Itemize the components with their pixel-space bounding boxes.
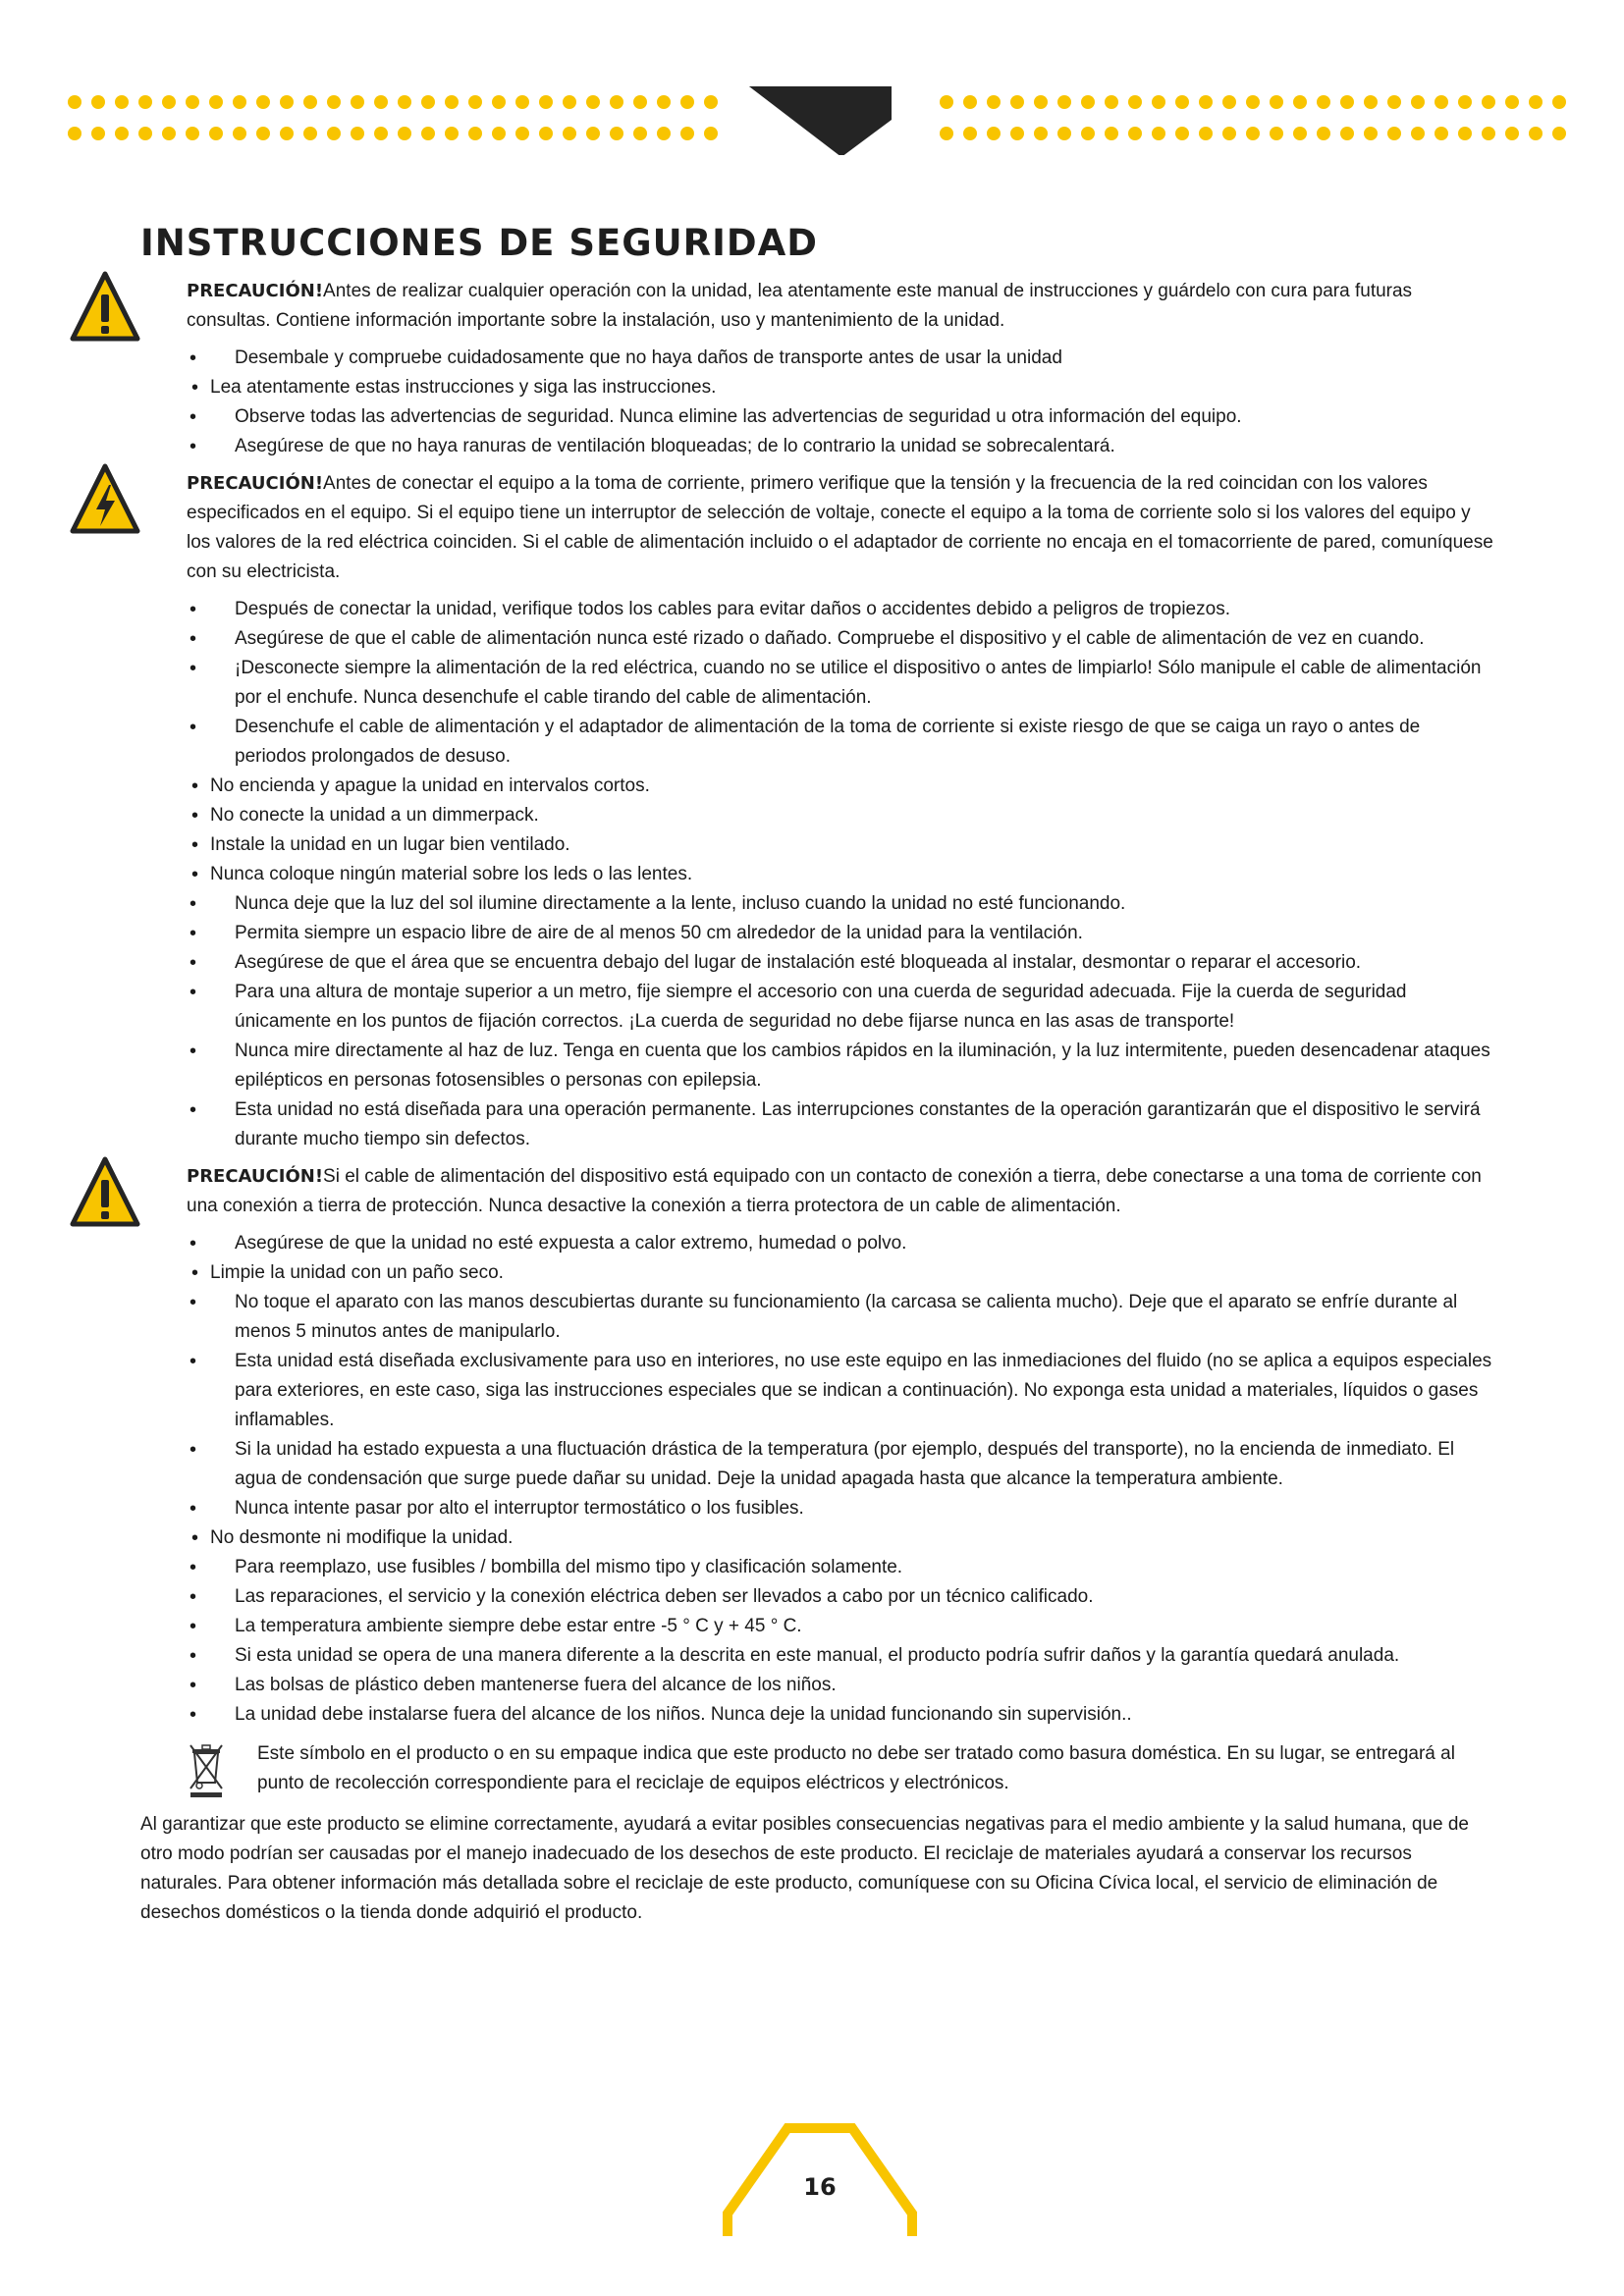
header-dot	[492, 95, 506, 109]
header-dot	[303, 95, 317, 109]
header-dot	[1175, 95, 1189, 109]
header-dot	[1505, 127, 1519, 140]
header-dot	[657, 127, 671, 140]
header-dot	[186, 127, 199, 140]
header-dot	[1128, 95, 1142, 109]
header-dot	[1105, 127, 1118, 140]
header-dot	[1435, 95, 1448, 109]
header-dot	[1435, 127, 1448, 140]
header-dot	[374, 127, 388, 140]
list-item: • Nunca intente pasar por alto el interruptor termostático o los fusibles.	[140, 1494, 1495, 1523]
warning-exclamation-icon	[70, 1156, 140, 1229]
list-item: • ¡Desconecte siempre la alimentación de la red eléctrica, cuando no se utilice el dispositivo o antes de limpiarlo! Sólo manipule el cable de alimentación por el enchufe. Nunca desenchufe el cable tirando del cable de alimentación.	[140, 654, 1495, 713]
header-dot	[940, 95, 953, 109]
header-dot	[963, 95, 977, 109]
header-dot	[1034, 95, 1048, 109]
header-dot	[1482, 127, 1495, 140]
caution-text: Antes de realizar cualquier operación con la unidad, lea atentamente este manual de instrucciones y guárdelo con cura para futuras consultas. Contiene información importante sobre la instalación, uso y mantenimiento de la unidad.	[187, 281, 1413, 331]
header-dot	[610, 95, 623, 109]
caution-label: PRECAUCIÓN!	[187, 1166, 324, 1187]
list-item: • No encienda y apague la unidad en intervalos cortos.	[140, 772, 1495, 801]
header-dot	[940, 127, 953, 140]
list-item: • Nunca mire directamente al haz de luz. Tenga en cuenta que los cambios rápidos en la iluminación, y la luz intermitente, pueden desencadenar ataques epilépticos en personas fotosensibles o personas con epilepsia.	[140, 1037, 1495, 1095]
list-item: • Esta unidad está diseñada exclusivamente para uso en interiores, no use este equipo en las inmediaciones del fluido (no se aplica a equipos especiales para exteriores, en este caso, siga las instrucciones especiales que se indican a continuación). No exponga esta unidad a materiales, líquidos o gases inflamables.	[140, 1347, 1495, 1435]
header-dot	[445, 127, 459, 140]
safety-content	[140, 277, 1495, 1928]
header-dot	[209, 127, 223, 140]
header-dot	[586, 127, 600, 140]
header-dot	[1364, 127, 1378, 140]
header-dot	[586, 95, 600, 109]
header-dot	[704, 95, 718, 109]
header-dot	[1529, 95, 1543, 109]
list-item: • No toque el aparato con las manos descubiertas durante su funcionamiento (la carcasa se calienta mucho). Deje que el aparato se enfríe durante al menos 5 minutos antes de manipularlo.	[140, 1288, 1495, 1347]
header-dot	[138, 127, 152, 140]
header-dot	[256, 95, 270, 109]
header-dot	[68, 95, 81, 109]
header-dot	[115, 95, 129, 109]
caution-label: PRECAUCIÓN!	[187, 281, 324, 301]
header-dot	[256, 127, 270, 140]
caution-text: Antes de conectar el equipo a la toma de corriente, primero verifique que la tensión y la frecuencia de la red coincidan con los valores especificados en el equipo. Si el equipo tiene un interruptor de selección de voltaje, conecte el equipo a la toma de corriente solo si los valores del equipo y los valores de la red eléctrica coinciden. Si el cable de alimentación incluido o el adaptador de corriente no encaja en el tomacorriente de pared, comuníquese con su electricista.	[187, 473, 1493, 582]
list-item: • Asegúrese de que la unidad no esté expuesta a calor extremo, humedad o polvo.	[140, 1229, 1495, 1258]
caution-label: PRECAUCIÓN!	[187, 473, 324, 494]
header-dot	[1081, 127, 1095, 140]
list-item: • Si la unidad ha estado expuesta a una fluctuación drástica de la temperatura (por ejemplo, después del transporte), no la encienda de inmediato. El agua de condensación que surge puede dañar su unidad. Deje la unidad apagada hasta que alcance la temperatura ambiente.	[140, 1435, 1495, 1494]
caution-block-general	[140, 277, 1495, 336]
header-dot	[539, 127, 553, 140]
bullet-list-3	[140, 1229, 1495, 1730]
header-dots-left	[68, 95, 718, 140]
header-dot	[987, 127, 1001, 140]
header-dot	[1128, 127, 1142, 140]
list-item: • Observe todas las advertencias de seguridad. Nunca elimine las advertencias de seguridad u otra información del equipo.	[140, 402, 1495, 432]
header-dot	[1010, 127, 1024, 140]
header-dot	[657, 95, 671, 109]
header-dot	[704, 127, 718, 140]
caution-text: Si el cable de alimentación del dispositivo está equipado con un contacto de conexión a tierra, debe conectarse a una toma de corriente con una conexión a tierra de protección. Nunca desactive la conexión a tierra protectora de un cable de alimentación.	[187, 1166, 1482, 1216]
list-item: • Esta unidad no está diseñada para una operación permanente. Las interrupciones constantes de la operación garantizarán que el dispositivo le servirá durante mucho tiempo sin defectos.	[140, 1095, 1495, 1154]
caution-block-electrical	[140, 469, 1495, 587]
header-dot	[1010, 95, 1024, 109]
header-dot	[280, 95, 294, 109]
list-item: • Asegúrese de que el área que se encuentra debajo del lugar de instalación esté bloqueada al instalar, desmontar o reparar el accesorio.	[140, 948, 1495, 978]
header-dot	[1340, 127, 1354, 140]
header-dot	[233, 95, 246, 109]
header-dot	[1458, 95, 1472, 109]
header-dot	[327, 95, 341, 109]
page-number: 16	[803, 2173, 837, 2201]
header-dot	[1482, 95, 1495, 109]
list-item: • La temperatura ambiente siempre debe estar entre -5 ° C y + 45 ° C.	[140, 1612, 1495, 1641]
header-dot	[1364, 95, 1378, 109]
header-dot	[421, 127, 435, 140]
header-dot	[539, 95, 553, 109]
list-item: • Asegúrese de que el cable de alimentación nunca esté rizado o dañado. Compruebe el dispositivo y el cable de alimentación de vez en cuando.	[140, 624, 1495, 654]
list-item: • Permita siempre un espacio libre de aire de al menos 50 cm alrededor de la unidad para la ventilación.	[140, 919, 1495, 948]
list-item: • Después de conectar la unidad, verifique todos los cables para evitar daños o accidentes debido a peligros de tropiezos.	[140, 595, 1495, 624]
header-dot	[115, 127, 129, 140]
header-triangle	[729, 86, 892, 155]
header-dot	[1222, 127, 1236, 140]
header-dot	[468, 95, 482, 109]
list-item: • Nunca deje que la luz del sol ilumine directamente a la lente, incluso cuando la unidad no esté funcionando.	[140, 889, 1495, 919]
header-dot	[68, 127, 81, 140]
header-dot	[515, 95, 529, 109]
weee-disposal-notice	[140, 1739, 1495, 1798]
header-dot	[680, 127, 694, 140]
header-dot	[445, 95, 459, 109]
list-item: • Desembale y compruebe cuidadosamente que no haya daños de transporte antes de usar la unidad	[140, 344, 1495, 373]
header-dot	[1081, 95, 1095, 109]
header-dot	[633, 95, 647, 109]
header-dot	[351, 127, 364, 140]
list-item: • Nunca coloque ningún material sobre los leds o las lentes.	[140, 860, 1495, 889]
header-dot	[374, 95, 388, 109]
header-dot	[1270, 127, 1283, 140]
header-dot	[162, 95, 176, 109]
header-dot	[492, 127, 506, 140]
header-dot	[162, 127, 176, 140]
header-dot	[680, 95, 694, 109]
header-dot	[1105, 95, 1118, 109]
list-item: • Instale la unidad en un lugar bien ventilado.	[140, 830, 1495, 860]
header-dot	[138, 95, 152, 109]
header-dot	[1340, 95, 1354, 109]
list-item: • La unidad debe instalarse fuera del alcance de los niños. Nunca deje la unidad funcionando sin supervisión..	[140, 1700, 1495, 1730]
header-dot	[233, 127, 246, 140]
header-dot	[1317, 95, 1330, 109]
header-dots-right	[940, 95, 1566, 140]
header-dot	[1552, 95, 1566, 109]
list-item: • Asegúrese de que no haya ranuras de ventilación bloqueadas; de lo contrario la unidad se sobrecalentará.	[140, 432, 1495, 461]
header-dot	[563, 127, 576, 140]
list-item: • Para una altura de montaje superior a un metro, fije siempre el accesorio con una cuerda de seguridad adecuada. Fije la cuerda de seguridad únicamente en los puntos de fijación correctos. ¡La cuerda de seguridad no debe fijarse nunca en las asas de transporte!	[140, 978, 1495, 1037]
header-dot	[1317, 127, 1330, 140]
warning-exclamation-icon	[70, 271, 140, 344]
header-dot	[398, 127, 411, 140]
header-dot	[186, 95, 199, 109]
header-dot	[1270, 95, 1283, 109]
header-dot	[633, 127, 647, 140]
page-title: INSTRUCCIONES DE SEGURIDAD	[140, 222, 818, 264]
crossed-out-wheelie-bin-icon	[187, 1741, 226, 1798]
header-dot	[1057, 127, 1071, 140]
header-dot	[610, 127, 623, 140]
bullet-list-2	[140, 595, 1495, 1154]
header-dot	[1505, 95, 1519, 109]
list-item: • Desenchufe el cable de alimentación y el adaptador de alimentación de la toma de corriente si existe riesgo de que se caiga un rayo o antes de periodos prolongados de desuso.	[140, 713, 1495, 772]
weee-text: Este símbolo en el producto o en su empaque indica que este producto no debe ser tratado como basura doméstica. En su lugar, se entregará al punto de recolección correspondiente para el reciclaje de equipos eléctricos y electrónicos.	[257, 1743, 1455, 1793]
list-item: • Limpie la unidad con un paño seco.	[140, 1258, 1495, 1288]
header-dot	[91, 95, 105, 109]
list-item: • No conecte la unidad a un dimmerpack.	[140, 801, 1495, 830]
header-dot	[987, 95, 1001, 109]
header-dot	[1152, 127, 1165, 140]
list-item: • Si esta unidad se opera de una manera diferente a la descrita en este manual, el producto podría sufrir daños y la garantía quedará anulada.	[140, 1641, 1495, 1671]
header-dot	[1411, 127, 1425, 140]
header-dot	[1152, 95, 1165, 109]
header-dot	[1175, 127, 1189, 140]
list-item: • No desmonte ni modifique la unidad.	[140, 1523, 1495, 1553]
list-item: • Las bolsas de plástico deben mantenerse fuera del alcance de los niños.	[140, 1671, 1495, 1700]
header-dot	[1293, 127, 1307, 140]
header-dot	[1552, 127, 1566, 140]
header-dot	[515, 127, 529, 140]
header-dot	[303, 127, 317, 140]
list-item: • Lea atentamente estas instrucciones y siga las instrucciones.	[140, 373, 1495, 402]
header-dot	[209, 95, 223, 109]
header-dot	[468, 127, 482, 140]
header-dot	[91, 127, 105, 140]
header-dot	[1246, 95, 1260, 109]
list-item: • Las reparaciones, el servicio y la conexión eléctrica deben ser llevados a cabo por un técnico calificado.	[140, 1582, 1495, 1612]
header-dot	[280, 127, 294, 140]
header-dot	[563, 95, 576, 109]
bullet-list-1	[140, 344, 1495, 461]
page-number-badge	[722, 2120, 918, 2238]
header-dot	[1199, 127, 1213, 140]
list-item: • Para reemplazo, use fusibles / bombilla del mismo tipo y clasificación solamente.	[140, 1553, 1495, 1582]
header-dot	[1293, 95, 1307, 109]
header-dot	[327, 127, 341, 140]
header-dot-pattern	[0, 86, 1624, 155]
caution-block-grounding	[140, 1162, 1495, 1221]
header-dot	[1222, 95, 1236, 109]
header-dot	[398, 95, 411, 109]
header-dot	[1246, 127, 1260, 140]
header-dot	[1199, 95, 1213, 109]
electric-shock-warning-icon	[70, 463, 140, 536]
header-dot	[1034, 127, 1048, 140]
header-dot	[963, 127, 977, 140]
header-dot	[1411, 95, 1425, 109]
header-dot	[1458, 127, 1472, 140]
header-dot	[1529, 127, 1543, 140]
header-dot	[1387, 127, 1401, 140]
header-dot	[421, 95, 435, 109]
header-dot	[351, 95, 364, 109]
disposal-paragraph: Al garantizar que este producto se elimine correctamente, ayudará a evitar posibles consecuencias negativas para el medio ambiente y la salud humana, que de otro modo podrían ser causadas por el manejo inadecuado de los desechos de este producto. El reciclaje de materiales ayudará a conservar los recursos naturales. Para obtener información más detallada sobre el reciclaje de este producto, comuníquese con su Oficina Cívica local, el servicio de eliminación de desechos domésticos o la tienda donde adquirió el producto.	[140, 1814, 1469, 1923]
header-dot	[1057, 95, 1071, 109]
header-dot	[1387, 95, 1401, 109]
